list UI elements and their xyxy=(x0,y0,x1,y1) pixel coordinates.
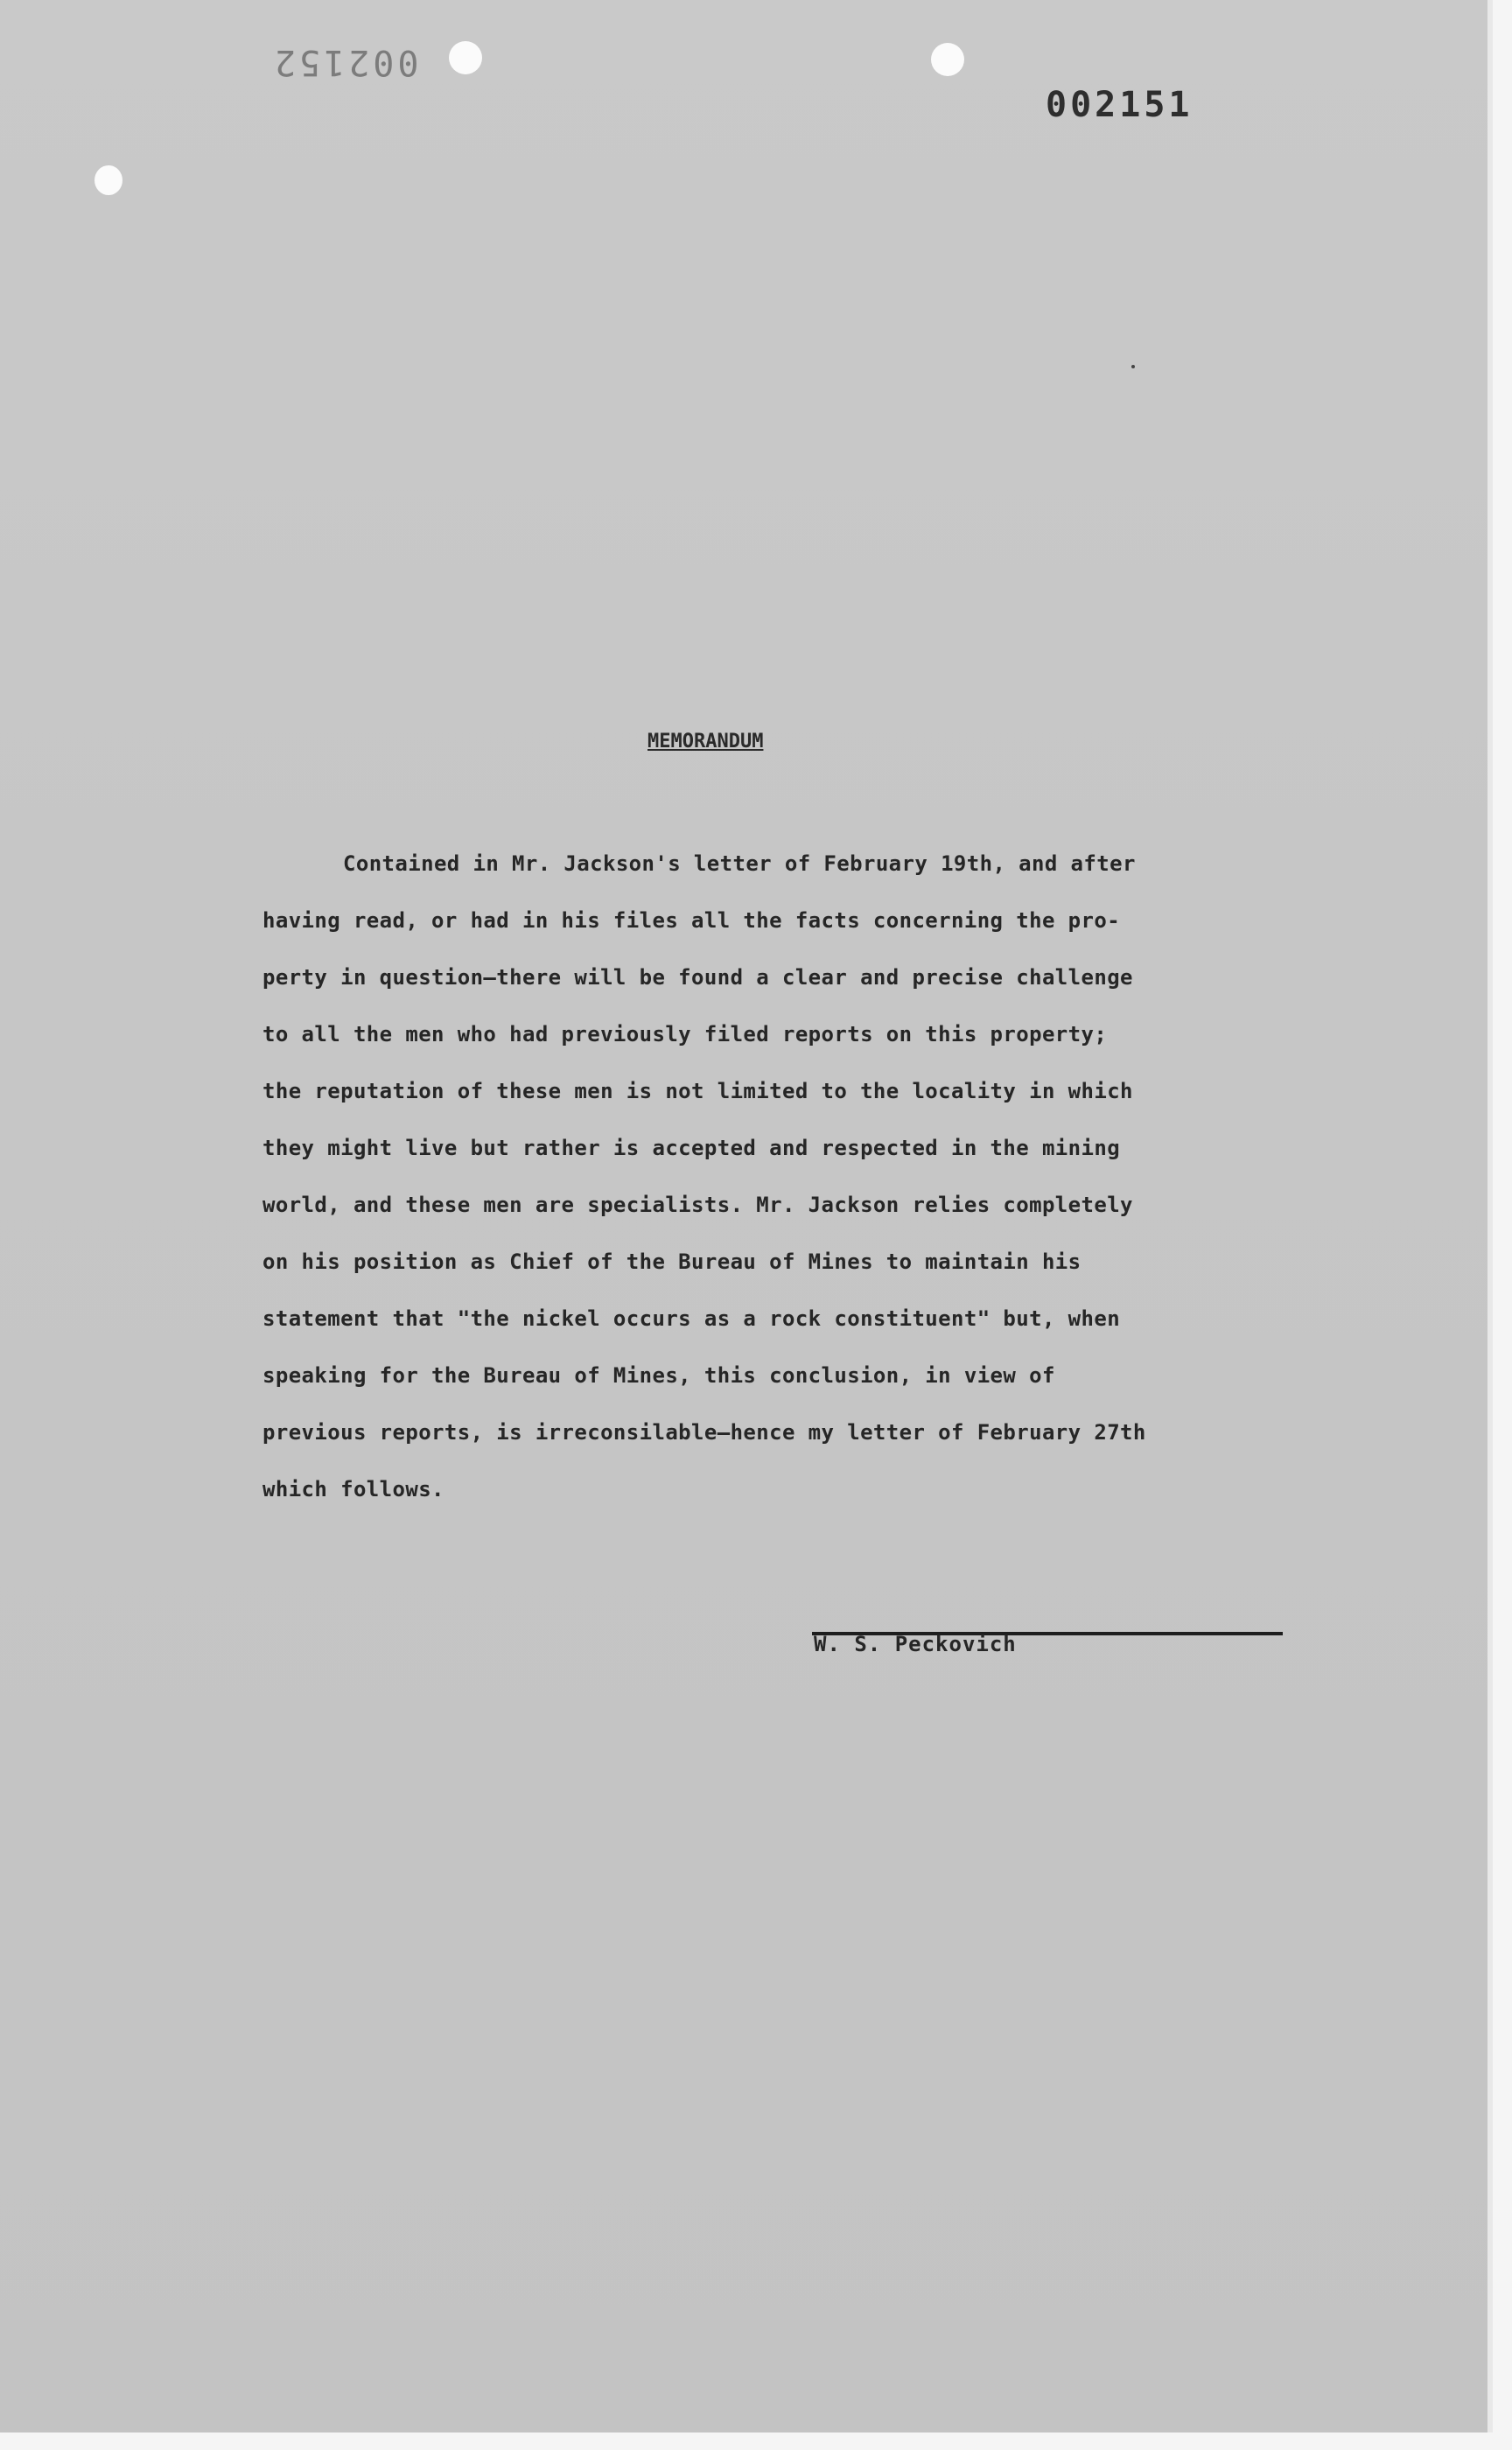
page-stamp-number: 002151 xyxy=(1046,85,1194,125)
memo-line: on his position as Chief of the Bureau of Mines to maintain his xyxy=(262,1250,1082,1274)
memo-line: Contained in Mr. Jackson's letter of February 19th, and after xyxy=(343,851,1136,876)
punch-hole xyxy=(931,43,964,76)
memo-line: previous reports, is irreconsilable—hence my letter of February 27th xyxy=(262,1420,1146,1445)
memo-line: which follows. xyxy=(262,1477,444,1502)
memo-line: statement that "the nickel occurs as a rock constituent" but, when xyxy=(262,1306,1121,1331)
memo-line: world, and these men are specialists. Mr. Jackson relies completely xyxy=(262,1193,1133,1217)
memo-line: the reputation of these men is not limited to the locality in which xyxy=(262,1079,1133,1103)
paper-speck xyxy=(1131,365,1135,368)
memo-body xyxy=(262,836,1278,1518)
memo-line: perty in question—there will be found a clear and precise challenge xyxy=(262,965,1133,990)
memo-line: to all the men who had previously filed reports on this property; xyxy=(262,1022,1108,1046)
memo-line: they might live but rather is accepted and respected in the mining xyxy=(262,1136,1121,1160)
memo-line: having read, or had in his files all the facts concerning the pro- xyxy=(262,908,1121,933)
signature-name: W. S. Peckovich xyxy=(814,1632,1017,1656)
punch-hole xyxy=(449,41,482,74)
memo-title: MEMORANDUM xyxy=(648,731,764,752)
mirrored-stamp-number: 002152 xyxy=(271,42,419,82)
memo-line: speaking for the Bureau of Mines, this conclusion, in view of xyxy=(262,1363,1055,1388)
punch-hole xyxy=(94,165,122,195)
